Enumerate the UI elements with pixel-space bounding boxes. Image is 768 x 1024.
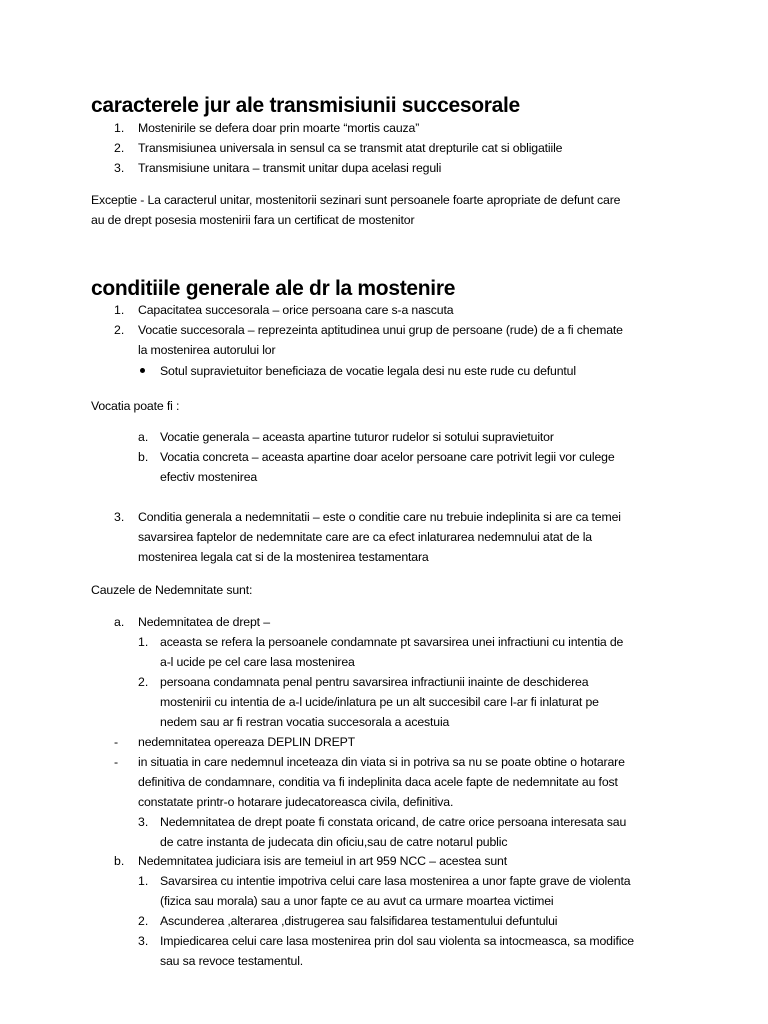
list-item: Transmisiune unitara – transmit unitar dupa acelasi reguli — [138, 161, 442, 175]
list-marker: b. — [114, 854, 125, 868]
list-marker: b. — [138, 450, 149, 464]
paragraph-line: Exceptie - La caracterul unitar, mostenitorii sezinari sunt persoanele foarte apropriate de defunt care — [91, 193, 621, 207]
paragraph-line: Cauzele de Nedemnitate sunt: — [91, 583, 253, 597]
list-item: mostenirea legala cat si de la mostenirea testamentara — [138, 550, 429, 564]
list-item: savarsirea faptelor de nedemnitate care are ca efect inlaturarea nedemnului atat de la — [138, 530, 592, 544]
list-item: Mostenirile se defera doar prin moarte “mortis cauza” — [138, 121, 420, 135]
list-marker: 2. — [114, 323, 125, 337]
list-item: persoana condamnata penal pentru savarsirea infractiunii inainte de deschiderea — [160, 675, 589, 689]
list-marker: 2. — [114, 141, 125, 155]
list-marker: 1. — [138, 874, 149, 888]
bullet-icon — [140, 368, 145, 373]
list-item: constatate printr-o hotarare judecatoreasca civila, definitiva. — [138, 795, 454, 809]
list-item: Vocatia concreta – aceasta apartine doar acelor persoane care potrivit legii vor culege — [160, 450, 615, 464]
list-item: a-l ucide pe cel care lasa mostenirea — [160, 655, 355, 669]
list-item: nedem sau ar fi restran vocatia succesorala a acestuia — [160, 715, 450, 729]
list-item: (fizica sau morala) sau a unor fapte ce au avut ca urmare moartea victimei — [160, 894, 554, 908]
list-marker: 1. — [114, 303, 125, 317]
list-marker: - — [114, 755, 119, 769]
list-item: Sotul supravietuitor beneficiaza de vocatie legala desi nu este rude cu defuntul — [160, 364, 576, 378]
list-marker: 3. — [138, 934, 149, 948]
section-heading: caracterele jur ale transmisiunii succesorale — [91, 94, 520, 117]
list-marker: 3. — [114, 510, 125, 524]
list-marker: a. — [114, 615, 125, 629]
list-item: Nedemnitatea de drept poate fi constata oricand, de catre orice persoana interesata sau — [160, 815, 627, 829]
list-item: Nedemnitatea de drept – — [138, 615, 270, 629]
list-item: Ascunderea ,alterarea ,distrugerea sau falsifidarea testamentului defuntului — [160, 914, 558, 928]
list-marker: 1. — [114, 121, 125, 135]
list-item: Nedemnitatea judiciara isis are temeiul in art 959 NCC – acestea sunt — [138, 854, 507, 868]
list-item: Savarsirea cu intentie impotriva celui care lasa mostenirea a unor fapte grave de violenta — [160, 874, 631, 888]
list-item: definitiva de condamnare, conditia va fi indeplinita daca acele fapte de nedemnitate au fost — [138, 775, 618, 789]
list-item: Vocatie generala – aceasta apartine tuturor rudelor si sotului supravietuitor — [160, 430, 554, 444]
list-marker: 3. — [114, 161, 125, 175]
list-marker: 1. — [138, 635, 149, 649]
list-item: Conditia generala a nedemnitatii – este o conditie care nu trebuie indeplinita si are ca temei — [138, 510, 621, 524]
list-item: Transmisiunea universala in sensul ca se transmit atat drepturile cat si obligatiile — [138, 141, 563, 155]
list-marker: - — [114, 735, 119, 749]
list-item: la mostenirea autorului lor — [138, 343, 276, 357]
list-marker: 2. — [138, 675, 149, 689]
paragraph-line: Vocatia poate fi : — [91, 399, 180, 413]
list-item: efectiv mostenirea — [160, 470, 258, 484]
list-marker: a. — [138, 430, 149, 444]
section-heading: conditiile generale ale dr la mostenire — [91, 277, 456, 300]
list-item: mostenirii cu intentia de a-l ucide/inlatura pe un alt succesibil care l-ar fi inlaturat pe — [160, 695, 599, 709]
list-item: sau sa revoce testamentul. — [160, 954, 304, 968]
list-item: in situatia in care nedemnul inceteaza din viata si in potriva sa nu se poate obtine o hotarare — [138, 755, 625, 769]
list-item: Capacitatea succesorala – orice persoana care s-a nascuta — [138, 303, 454, 317]
paragraph-line: au de drept posesia mostenirii fara un certificat de mostenitor — [91, 213, 415, 227]
list-item: Vocatie succesorala – reprezeinta aptitudinea unui grup de persoane (rude) de a fi chemate — [138, 323, 623, 337]
list-marker: 2. — [138, 914, 149, 928]
list-item: de catre instanta de judecata din oficiu,sau de catre notarul public — [160, 835, 508, 849]
list-item: Impiedicarea celui care lasa mostenirea prin dol sau violenta sa intocmeasca, sa modifice — [160, 934, 634, 948]
list-item: nedemnitatea opereaza DEPLIN DREPT — [138, 735, 356, 749]
list-marker: 3. — [138, 815, 149, 829]
list-item: aceasta se refera la persoanele condamnate pt savarsirea unei infractiuni cu intentia de — [160, 635, 624, 649]
